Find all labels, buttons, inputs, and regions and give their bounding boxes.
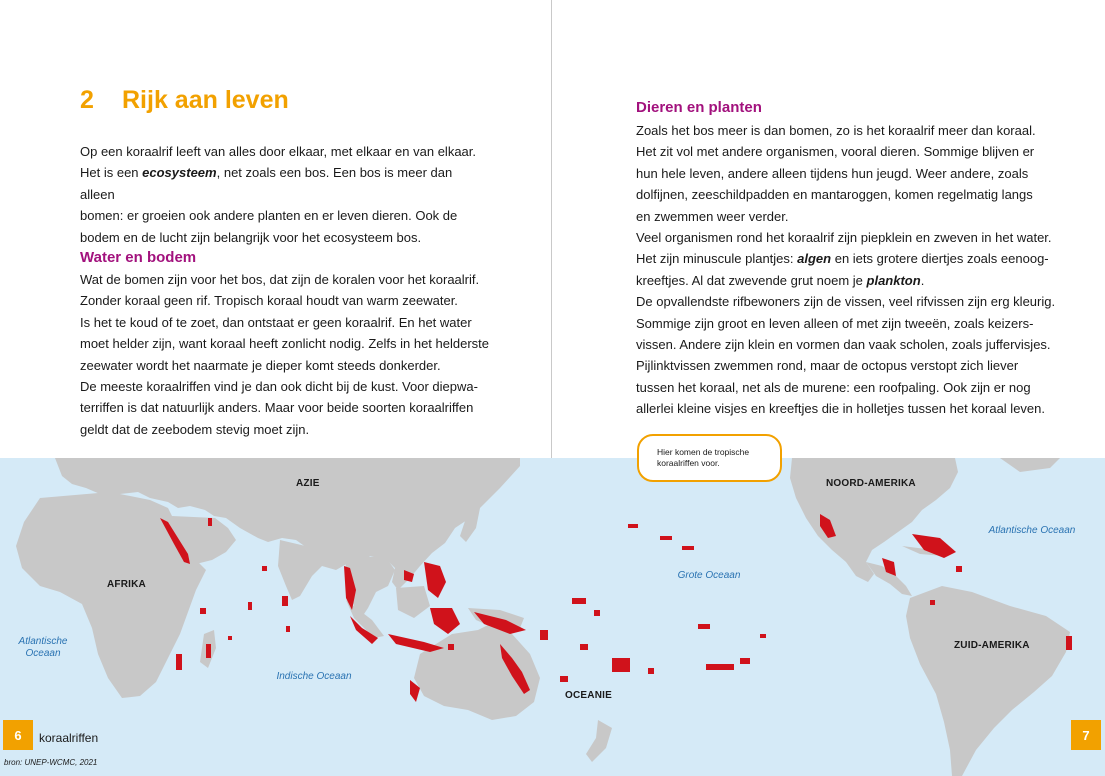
page-number-right: 7 [1071,720,1101,750]
body-line: dolfijnen, zeeschildpadden en mantaroggen, komen regelmatig langs [636,187,1033,203]
running-footer-title: koraalriffen [39,731,99,745]
continent-label-azie: AZIE [296,478,320,489]
intro-line: Op een koraalrif leeft van alles door elkaar, met elkaar en van elkaar. [80,144,476,159]
body-line: en zwemmen weer verder. [636,208,789,224]
ocean-label-grote: Grote Oceaan [677,570,741,581]
reef-patch [560,676,568,682]
reef-patch [956,566,962,572]
ocean-label-atlantische-right: Atlantische Oceaan [988,525,1076,536]
reef-patch [572,598,586,604]
reef-patch [282,596,288,606]
body-line: Pijlinktvissen zwemmen rond, maar de octopus verstopt zich liever [636,358,1019,374]
reef-patch [660,536,672,540]
section-heading-water-en-bodem: Water en bodem [80,249,197,266]
body-line: Is het te koud of te zoet, dan ontstaat er geen koraalrif. En het water [80,314,472,330]
reef-patch [200,608,206,614]
intro-line: bomen: er groeien ook andere planten en er leven dieren. Ook de [80,208,458,224]
reef-patch [612,658,630,672]
body-line: terriffen is dat natuurlijk anders. Maar voor beide soorten koraalriffen [80,400,474,416]
map-graphic [0,458,1105,776]
intro-line: bodem en de lucht zijn belangrijk voor het ecosysteem bos. [80,229,422,245]
reef-patch [628,524,638,528]
body-line: Zoals het bos meer is dan bomen, zo is het koraalrif meer dan koraal. [636,123,1036,138]
continent-label-afrika: AFRIKA [107,579,146,590]
term-ecosysteem: ecosysteem [142,165,217,181]
continent-label-noord-amerika: NOORD-AMERIKA [826,478,916,489]
body-line: allerlei kleine visjes en kreeftjes die in holletjes tussen het koraal leven. [636,401,1045,417]
continent-label-oceanie: OCEANIE [565,690,612,701]
reef-patch [594,610,600,616]
body-line: zeewater wordt het naarmate je dieper komt steeds donkerder. [80,357,441,373]
reef-patch [206,644,211,658]
reef-patch [580,644,588,650]
term-algen: algen [797,251,832,267]
chapter-number: 2 [80,86,94,114]
body-line: vissen. Andere zijn klein en vormen dan vaak scholen, zoals juffervisjes. [636,337,1051,353]
map-legend-callout: Hier komen de tropische koraalriffen voor. [637,434,782,482]
water-bodem-paragraph [80,269,490,440]
chapter-title [80,86,289,115]
body-line: geldt dat de zeebodem stevig moet zijn. [80,421,310,437]
reef-patch [760,634,766,638]
reef-patch [286,626,290,632]
reef-patch [698,624,710,629]
reef-patch [930,600,935,605]
chapter-title-text: Rijk aan leven [122,86,289,114]
reef-patch [262,566,267,571]
ocean-label-atlantische-left: Atlantische Oceaan [18,636,68,659]
reef-patch [706,664,734,670]
body-line: Veel organismen rond het koraalrif zijn piepklein en zweven in het water. [636,230,1052,246]
body-line: De opvallendste rifbewoners zijn de vissen, veel rifvissen zijn erg kleurig. [636,294,1056,310]
reef-patch [540,630,548,640]
term-plankton: plankton [866,272,921,288]
body-line: Het zit vol met andere organismen, vooral dieren. Sommige blijven er [636,144,1035,160]
page-number-left: 6 [3,720,33,750]
reef-patch [740,658,750,664]
reef-patch [248,602,252,610]
intro-line: Het is een ecosysteem, net zoals een bos. Een bos is meer dan alleen [80,165,453,202]
body-line: kreeftjes. Al dat zwevende grut noem je plankton. [636,272,925,288]
body-line: Sommige zijn groot en leven alleen of met zijn tweeën, zoals keizers- [636,315,1034,331]
body-line: tussen het koraal, net als de murene: een roofpaling. Ook zijn er nog [636,379,1031,395]
source-credit: bron: UNEP-WCMC, 2021 [4,758,98,767]
reef-patch [648,668,654,674]
dieren-planten-paragraph [636,120,1056,420]
reef-patch [682,546,694,550]
reef-patch [448,644,454,650]
body-line: Zonder koraal geen rif. Tropisch koraal houdt van warm zeewater. [80,293,458,309]
section-heading-dieren-en-planten: Dieren en planten [636,99,762,116]
reef-patch [176,654,182,670]
reef-patch [228,636,232,640]
body-line: moet helder zijn, want koraal heeft zonlicht nodig. Zelfs in het helderste [80,336,490,352]
reef-patch [208,518,212,526]
body-line: Wat de bomen zijn voor het bos, dat zijn de koralen voor het koraalrif. [80,272,480,287]
continent-label-zuid-amerika: ZUID-AMERIKA [954,640,1030,651]
intro-paragraph [80,141,480,248]
body-line: Het zijn minuscule plantjes: algen en iets grotere diertjes zoals eenoog- [636,251,1049,267]
reef-patch [1066,636,1072,650]
coral-reef-world-map [0,458,1105,776]
body-line: De meeste koraalriffen vind je dan ook dicht bij de kust. Voor diepwa- [80,379,478,395]
ocean-label-indische: Indische Oceaan [276,671,352,682]
body-line: hun hele leven, andere alleen tijdens hun jeugd. Weer andere, zoals [636,165,1029,181]
